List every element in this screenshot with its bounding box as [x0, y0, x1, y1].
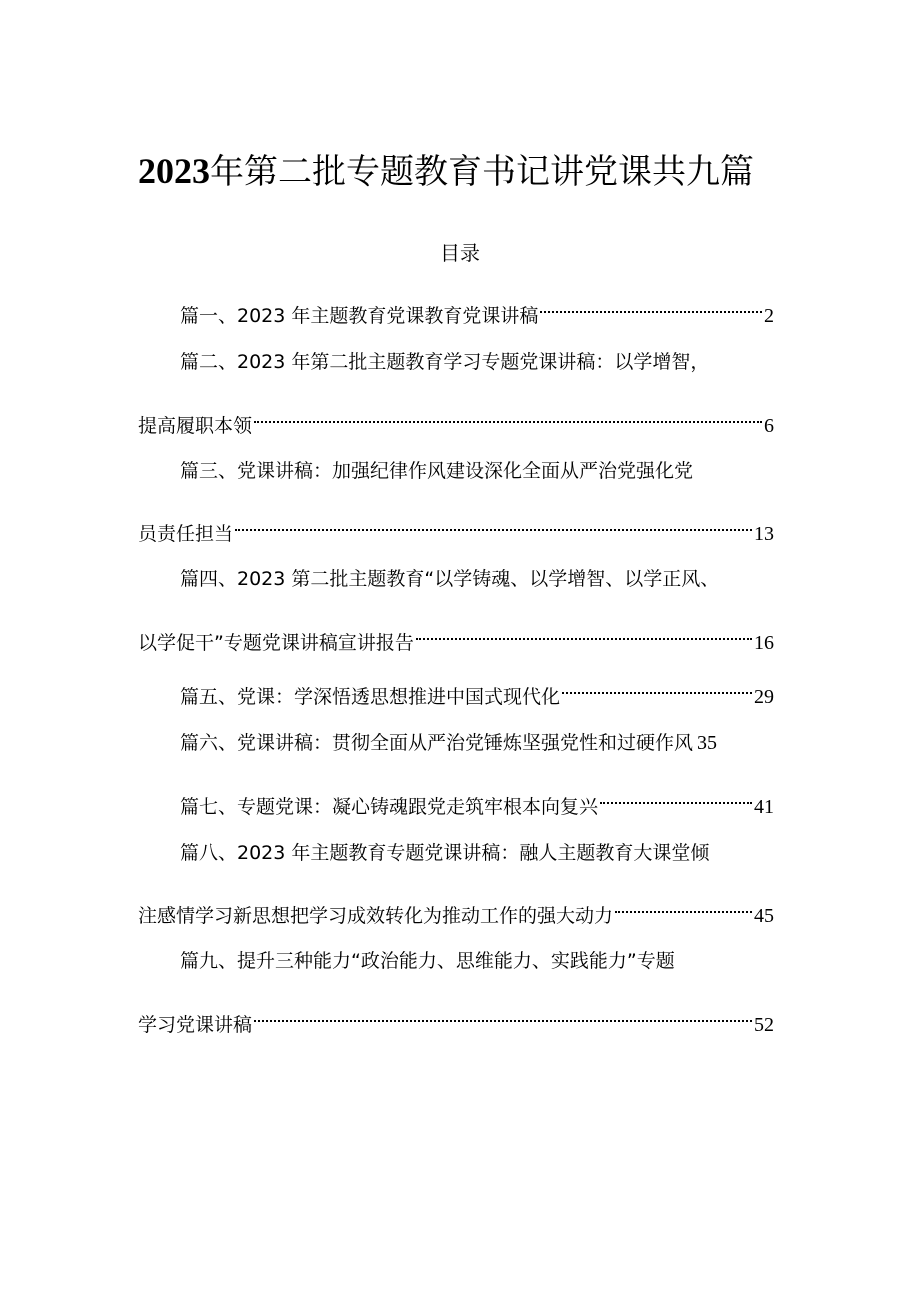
title-year: 2023: [138, 151, 210, 191]
toc-entry-4[interactable]: [180, 564, 719, 594]
toc-entry-title: 篇四、2023 第二批主题教育“以学铸魂、以学增智、以学正风、: [180, 568, 720, 590]
toc-entry-title: 篇一、2023 年主题教育党课教育党课讲稿: [180, 305, 539, 327]
toc-entry-7[interactable]: [180, 783, 774, 818]
toc-entry-6[interactable]: [180, 728, 717, 758]
dot-leader: [600, 783, 752, 813]
toc-entry-8-continuation[interactable]: [138, 892, 774, 927]
toc-entry-title: 篇八、2023 年主题教育专题党课讲稿：融人主题教育大课堂倾: [180, 842, 710, 864]
toc-page-number: 2: [764, 305, 774, 327]
toc-entry-1[interactable]: [180, 292, 774, 327]
toc-entry-9-continuation[interactable]: [138, 1001, 774, 1036]
toc-entry-3-continuation[interactable]: [138, 510, 774, 545]
toc-entry-3[interactable]: [180, 456, 693, 486]
toc-page-number: 16: [754, 632, 774, 654]
toc-entry-title-continued: 以学促干”专题党课讲稿宣讲报告: [138, 632, 414, 654]
dot-leader: [562, 673, 752, 703]
toc-page-number: 6: [764, 415, 774, 437]
toc-entry-9[interactable]: [180, 946, 675, 976]
dot-leader: [254, 1001, 752, 1031]
toc-entry-title: 篇七、专题党课：凝心铸魂跟党走筑牢根本向复兴: [180, 796, 599, 818]
toc-entry-title: 篇二、2023 年第二批主题教育学习专题党课讲稿：以学增智，: [180, 351, 710, 373]
toc-page-number: 45: [754, 905, 774, 927]
toc-entry-title: 篇五、党课：学深悟透思想推进中国式现代化: [180, 686, 561, 708]
toc-entry-title: 篇九、提升三种能力“政治能力、思维能力、实践能力”专题: [180, 950, 675, 972]
toc-page-number: 35: [697, 732, 718, 754]
toc-entry-title-continued: 注感情学习新思想把学习成效转化为推动工作的强大动力: [138, 905, 614, 927]
dot-leader: [615, 892, 752, 922]
dot-leader: [416, 619, 752, 649]
toc-entry-title: 篇三、党课讲稿：加强纪律作风建设深化全面从严治党强化党: [180, 460, 694, 482]
toc-page-number: 41: [754, 796, 774, 818]
toc-page-number: 13: [754, 523, 774, 545]
toc-entry-2[interactable]: [180, 347, 709, 377]
toc-entry-title-continued: 提高履职本领: [138, 415, 253, 437]
title-text: 年第二批专题教育书记讲党课共九篇: [210, 152, 754, 192]
toc-entry-5[interactable]: [180, 673, 774, 708]
toc-entry-title-continued: 员责任担当: [138, 523, 234, 545]
toc-entry-4-continuation[interactable]: [138, 619, 774, 654]
toc-entry-title-continued: 学习党课讲稿: [138, 1014, 253, 1036]
toc-entry-2-continuation[interactable]: [138, 402, 774, 437]
toc-entry-title: 篇六、党课讲稿：贯彻全面从严治党锤炼坚强党性和过硬作风: [180, 732, 694, 754]
dot-leader: [254, 402, 762, 432]
dot-leader: [235, 510, 752, 540]
document-title: [138, 146, 838, 197]
toc-page-number: 52: [754, 1014, 774, 1036]
toc-entry-8[interactable]: [180, 838, 709, 868]
toc-heading: 目录: [440, 241, 480, 265]
dot-leader: [540, 292, 762, 322]
toc-page-number: 29: [754, 686, 774, 708]
